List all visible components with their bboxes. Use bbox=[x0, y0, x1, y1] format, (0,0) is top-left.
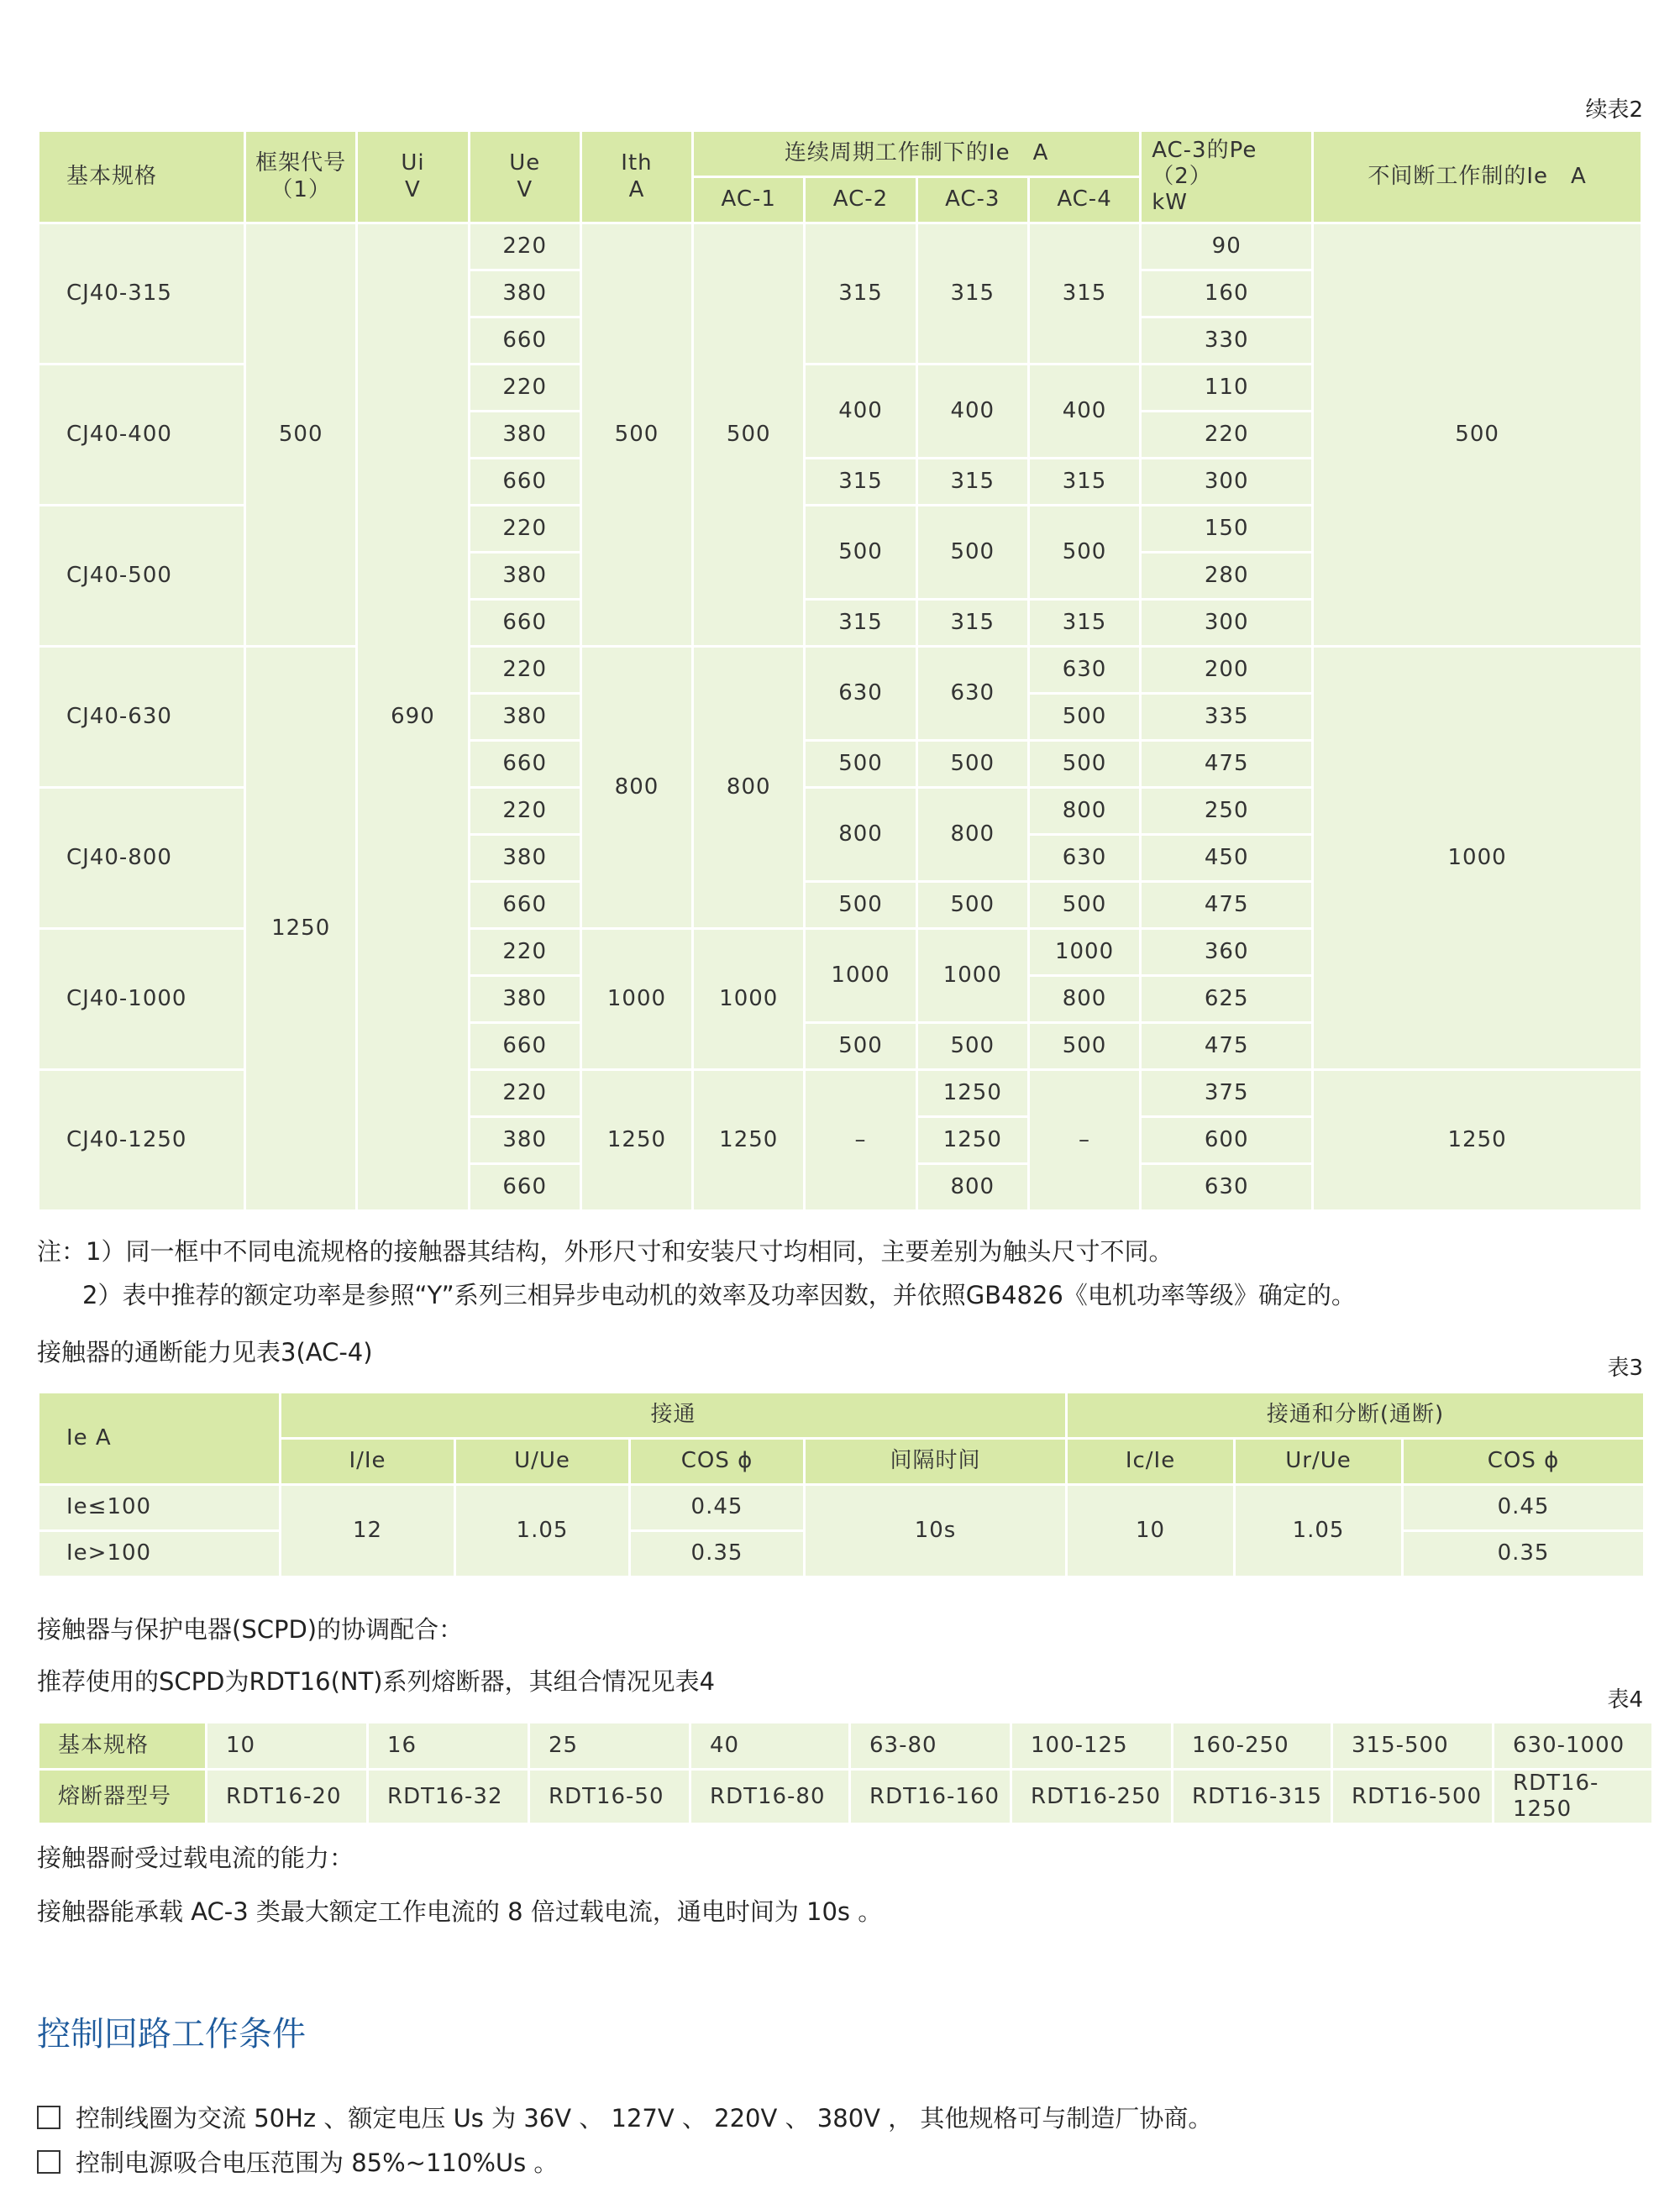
pe-cell: 200 bbox=[1141, 647, 1313, 694]
ac3-cell: 400 bbox=[916, 365, 1028, 459]
spec-cell: CJ40-315 bbox=[39, 223, 245, 365]
ith-cell: 500 bbox=[580, 223, 692, 647]
note-1: 注：1）同一框中不同电流规格的接触器其结构，外形尺寸和安装尺寸均相同，主要差别为触头尺寸不同。 bbox=[37, 1237, 1173, 1266]
ac1-cell: 800 bbox=[693, 647, 805, 929]
i-ie-cell: 12 bbox=[281, 1485, 455, 1577]
col-interval: 间隔时间 bbox=[805, 1439, 1067, 1485]
ue-cell: 380 bbox=[469, 553, 580, 600]
ac2-cell: 315 bbox=[805, 223, 916, 365]
spec-cell: CJ40-400 bbox=[39, 365, 245, 506]
header-ui: Ui V bbox=[357, 131, 469, 223]
ue-cell: 660 bbox=[469, 317, 580, 365]
ith-cell: 1000 bbox=[580, 929, 692, 1070]
note-2: 2）表中推荐的额定功率是参照“Y”系列三相异步电动机的效率及功率因数，并依照GB4826《电机功率等级》确定的。 bbox=[82, 1281, 1356, 1309]
ac2-cell: 500 bbox=[805, 741, 916, 788]
ac2-cell: 800 bbox=[805, 788, 916, 882]
ac3-cell: 630 bbox=[916, 647, 1028, 741]
pe-cell: 250 bbox=[1141, 788, 1313, 835]
table2-caption: 续表2 bbox=[1585, 97, 1643, 123]
spec-cell: 100-125 bbox=[1011, 1723, 1173, 1770]
fuse-cell: RDT16-50 bbox=[529, 1770, 690, 1824]
ue-cell: 380 bbox=[469, 694, 580, 741]
fuse-cell: RDT16-160 bbox=[850, 1770, 1011, 1824]
spec-cell: CJ40-800 bbox=[39, 788, 245, 929]
cos-break-cell: 0.45 bbox=[1403, 1485, 1645, 1531]
control-item bbox=[37, 2144, 558, 2179]
ac4-cell: 1000 bbox=[1028, 929, 1140, 976]
col-cos-break: COS ϕ bbox=[1403, 1439, 1645, 1485]
control-section-title: 控制回路工作条件 bbox=[37, 2015, 306, 2054]
ue-cell: 380 bbox=[469, 270, 580, 317]
uninterrupted-cell: 1250 bbox=[1313, 1070, 1642, 1211]
scpd-line-1: 接触器与保护电器(SCPD)的协调配合： bbox=[37, 1615, 464, 1644]
ic-ie-cell: 10 bbox=[1067, 1485, 1235, 1577]
ue-cell: 220 bbox=[469, 506, 580, 553]
fuse-cell: RDT16-20 bbox=[207, 1770, 368, 1824]
spec-cell: 63-80 bbox=[850, 1723, 1011, 1770]
make-break-header: 接通和分断(通断) bbox=[1067, 1393, 1645, 1439]
ac3-cell: 1000 bbox=[916, 929, 1028, 1023]
pe-cell: 110 bbox=[1141, 365, 1313, 412]
header-ac4: AC-4 bbox=[1028, 177, 1140, 223]
ac4-cell: 500 bbox=[1028, 1023, 1140, 1070]
header-ac3: AC-3 bbox=[916, 177, 1028, 223]
ue-cell: 220 bbox=[469, 365, 580, 412]
ac4-cell: 500 bbox=[1028, 694, 1140, 741]
pe-cell: 330 bbox=[1141, 317, 1313, 365]
ac4-cell: 500 bbox=[1028, 741, 1140, 788]
control-item-text: 控制线圈为交流 50Hz 、额定电压 Us 为 36V 、 127V 、 220V 、 380V ， 其他规格可与制造厂协商。 bbox=[76, 2104, 1213, 2133]
ac3-cell: 315 bbox=[916, 459, 1028, 506]
ue-cell: 220 bbox=[469, 1070, 580, 1117]
ue-cell: 660 bbox=[469, 882, 580, 929]
frame-code-cell: 1250 bbox=[245, 647, 357, 1211]
ue-cell: 380 bbox=[469, 835, 580, 882]
spec-cell: CJ40-500 bbox=[39, 506, 245, 647]
ac3-cell: 315 bbox=[916, 223, 1028, 365]
fuse-cell: RDT16-500 bbox=[1332, 1770, 1494, 1824]
pe-cell: 300 bbox=[1141, 459, 1313, 506]
frame-code-cell: 500 bbox=[245, 223, 357, 647]
ue-cell: 660 bbox=[469, 459, 580, 506]
header-ue: Ue V bbox=[469, 131, 580, 223]
scpd-line-2: 推荐使用的SCPD为RDT16(NT)系列熔断器，其组合情况见表4 bbox=[37, 1667, 716, 1696]
fuse-combination-table bbox=[37, 1721, 1654, 1825]
pe-cell: 625 bbox=[1141, 976, 1313, 1023]
pe-cell: 220 bbox=[1141, 412, 1313, 459]
ac4-cell: 630 bbox=[1028, 835, 1140, 882]
cos-make-cell: 0.35 bbox=[630, 1531, 805, 1577]
ac4-cell: 800 bbox=[1028, 976, 1140, 1023]
ue-cell: 660 bbox=[469, 1023, 580, 1070]
ue-cell: 660 bbox=[469, 741, 580, 788]
checkbox-square-icon bbox=[37, 2106, 60, 2129]
ac4-cell: 500 bbox=[1028, 882, 1140, 929]
u-ue-cell: 1.05 bbox=[455, 1485, 630, 1577]
pe-cell: 360 bbox=[1141, 929, 1313, 976]
ue-cell: 220 bbox=[469, 223, 580, 270]
ac4-cell: 315 bbox=[1028, 223, 1140, 365]
ac4-cell: 315 bbox=[1028, 459, 1140, 506]
ue-cell: 660 bbox=[469, 600, 580, 647]
ue-cell: 220 bbox=[469, 929, 580, 976]
pe-cell: 475 bbox=[1141, 1023, 1313, 1070]
row-label-fuse: 熔断器型号 bbox=[39, 1770, 207, 1824]
row-label: Ie≤100 bbox=[39, 1485, 281, 1531]
make-header: 接通 bbox=[281, 1393, 1067, 1439]
col-ur-ue: Ur/Ue bbox=[1235, 1439, 1403, 1485]
ie-header: Ie A bbox=[39, 1393, 281, 1485]
ur-ue-cell: 1.05 bbox=[1235, 1485, 1403, 1577]
col-ic-ie: Ic/Ie bbox=[1067, 1439, 1235, 1485]
pe-cell: 450 bbox=[1141, 835, 1313, 882]
overload-title: 接触器耐受过载电流的能力： bbox=[37, 1844, 354, 1872]
pe-cell: 280 bbox=[1141, 553, 1313, 600]
ac4-cell: – bbox=[1028, 1070, 1140, 1211]
ac2-cell: 315 bbox=[805, 459, 916, 506]
ac3-cell: 1250 bbox=[916, 1070, 1028, 1117]
breaking-capacity-intro: 接触器的通断能力见表3(AC-4) bbox=[37, 1338, 373, 1367]
interval-cell: 10s bbox=[805, 1485, 1067, 1577]
ac3-cell: 500 bbox=[916, 506, 1028, 600]
header-ith: Ith A bbox=[580, 131, 692, 223]
ac2-cell: 630 bbox=[805, 647, 916, 741]
ue-cell: 220 bbox=[469, 647, 580, 694]
ac4-cell: 800 bbox=[1028, 788, 1140, 835]
overload-text: 接触器能承载 AC-3 类最大额定工作电流的 8 倍过载电流，通电时间为 10s 。 bbox=[37, 1897, 883, 1926]
col-i-ie: I/Ie bbox=[281, 1439, 455, 1485]
pe-cell: 300 bbox=[1141, 600, 1313, 647]
col-u-ue: U/Ue bbox=[455, 1439, 630, 1485]
fuse-cell: RDT16-315 bbox=[1173, 1770, 1332, 1824]
spec-cell: 10 bbox=[207, 1723, 368, 1770]
header-ac1: AC-1 bbox=[693, 177, 805, 223]
spec-cell: 315-500 bbox=[1332, 1723, 1494, 1770]
table3-caption: 表3 bbox=[1607, 1356, 1643, 1381]
ac2-cell: – bbox=[805, 1070, 916, 1211]
contactor-spec-table bbox=[37, 129, 1643, 1212]
spec-cell: CJ40-1250 bbox=[39, 1070, 245, 1211]
ac2-cell: 315 bbox=[805, 600, 916, 647]
ac2-cell: 500 bbox=[805, 1023, 916, 1070]
ue-cell: 380 bbox=[469, 976, 580, 1023]
header-ac2: AC-2 bbox=[805, 177, 916, 223]
fuse-cell: RDT16-1250 bbox=[1494, 1770, 1653, 1824]
pe-cell: 600 bbox=[1141, 1117, 1313, 1164]
pe-cell: 475 bbox=[1141, 741, 1313, 788]
col-cos-make: COS ϕ bbox=[630, 1439, 805, 1485]
spec-cell: 160-250 bbox=[1173, 1723, 1332, 1770]
ac4-cell: 315 bbox=[1028, 600, 1140, 647]
ac4-cell: 400 bbox=[1028, 365, 1140, 459]
checkbox-square-icon bbox=[37, 2150, 60, 2174]
header-pe: AC-3的Pe（2） kW bbox=[1141, 131, 1313, 223]
pe-cell: 160 bbox=[1141, 270, 1313, 317]
ac4-cell: 500 bbox=[1028, 506, 1140, 600]
ac1-cell: 500 bbox=[693, 223, 805, 647]
ui-cell: 690 bbox=[357, 223, 469, 1211]
ac3-cell: 500 bbox=[916, 882, 1028, 929]
header-continuous-duty: 连续周期工作制下的Ie A bbox=[693, 131, 1141, 177]
header-frame-code: 框架代号 （1） bbox=[245, 131, 357, 223]
ac2-cell: 500 bbox=[805, 882, 916, 929]
breaking-capacity-table bbox=[37, 1391, 1646, 1578]
ith-cell: 800 bbox=[580, 647, 692, 929]
ac2-cell: 500 bbox=[805, 506, 916, 600]
fuse-cell: RDT16-32 bbox=[368, 1770, 529, 1824]
ac2-cell: 1000 bbox=[805, 929, 916, 1023]
pe-cell: 475 bbox=[1141, 882, 1313, 929]
ue-cell: 380 bbox=[469, 412, 580, 459]
pe-cell: 90 bbox=[1141, 223, 1313, 270]
ac3-cell: 800 bbox=[916, 788, 1028, 882]
spec-cell: CJ40-630 bbox=[39, 647, 245, 788]
pe-cell: 375 bbox=[1141, 1070, 1313, 1117]
ac1-cell: 1250 bbox=[693, 1070, 805, 1211]
ac3-cell: 500 bbox=[916, 741, 1028, 788]
row-label: Ie>100 bbox=[39, 1531, 281, 1577]
ac3-cell: 800 bbox=[916, 1164, 1028, 1211]
pe-cell: 630 bbox=[1141, 1164, 1313, 1211]
row-label-spec: 基本规格 bbox=[39, 1723, 207, 1770]
spec-cell: CJ40-1000 bbox=[39, 929, 245, 1070]
table4-caption: 表4 bbox=[1607, 1687, 1643, 1713]
pe-cell: 335 bbox=[1141, 694, 1313, 741]
uninterrupted-cell: 1000 bbox=[1313, 647, 1642, 1070]
ac3-cell: 1250 bbox=[916, 1117, 1028, 1164]
fuse-cell: RDT16-250 bbox=[1011, 1770, 1173, 1824]
cos-break-cell: 0.35 bbox=[1403, 1531, 1645, 1577]
ac3-cell: 315 bbox=[916, 600, 1028, 647]
ue-cell: 660 bbox=[469, 1164, 580, 1211]
cos-make-cell: 0.45 bbox=[630, 1485, 805, 1531]
header-spec: 基本规格 bbox=[39, 131, 245, 223]
spec-cell: 25 bbox=[529, 1723, 690, 1770]
ac2-cell: 400 bbox=[805, 365, 916, 459]
ue-cell: 220 bbox=[469, 788, 580, 835]
spec-cell: 16 bbox=[368, 1723, 529, 1770]
ac3-cell: 500 bbox=[916, 1023, 1028, 1070]
control-item bbox=[37, 2100, 1212, 2134]
header-uninterrupted: 不间断工作制的Ie A bbox=[1313, 131, 1642, 223]
uninterrupted-cell: 500 bbox=[1313, 223, 1642, 647]
ith-cell: 1250 bbox=[580, 1070, 692, 1211]
ue-cell: 380 bbox=[469, 1117, 580, 1164]
fuse-cell: RDT16-80 bbox=[690, 1770, 850, 1824]
ac1-cell: 1000 bbox=[693, 929, 805, 1070]
spec-cell: 630-1000 bbox=[1494, 1723, 1653, 1770]
pe-cell: 150 bbox=[1141, 506, 1313, 553]
control-item-text: 控制电源吸合电压范围为 85%~110%Us 。 bbox=[76, 2148, 559, 2177]
spec-cell: 40 bbox=[690, 1723, 850, 1770]
ac4-cell: 630 bbox=[1028, 647, 1140, 694]
